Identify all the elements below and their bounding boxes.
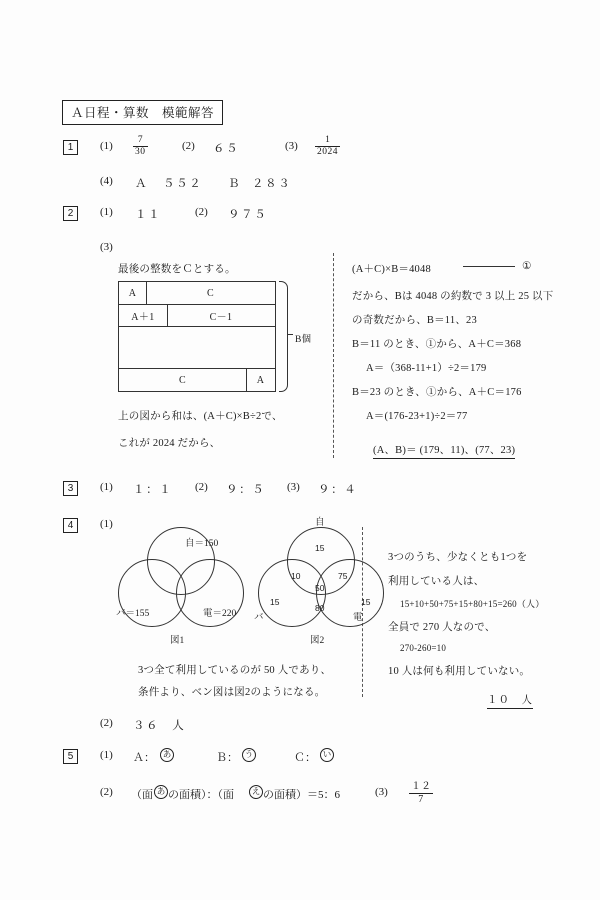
q1-part1-label: (1) [100, 140, 113, 152]
question-number-2: 2 [63, 206, 78, 221]
q2-note-below-2: これが 2024 だから、 [118, 438, 221, 449]
q1-part3-label: (3) [285, 140, 298, 152]
venn1-caption: 図1 [170, 636, 185, 646]
venn2-value-top-left: 10 [291, 571, 301, 581]
q4-part1-label: (1) [100, 518, 113, 530]
q2-work-line2: だから、Bは 4048 の約数で 3 以上 25 以下 [352, 291, 554, 302]
sum-table-diagram [118, 281, 276, 392]
table-cell-r1c1: A [128, 287, 137, 299]
table-cell-r1c2: C [206, 287, 215, 299]
question-number-1: 1 [63, 140, 78, 155]
venn2-label-left: バ [254, 613, 264, 623]
q1-part4-b-answer: ２８３ [252, 178, 292, 190]
q1-part1-fraction [133, 135, 148, 158]
table-brace-tick-icon [288, 334, 293, 335]
venn2-circle-right [316, 559, 384, 627]
question-number-3: 3 [63, 481, 78, 496]
q3-part2-answer: ９：５ [226, 484, 266, 496]
q5-part1-label: (1) [100, 749, 113, 761]
q1-part2-answer: ６５ [213, 143, 240, 155]
venn1-label-top: 自＝150 [185, 539, 219, 549]
venn2-value-right-only: 15 [361, 597, 371, 607]
venn2-label-right: 電 [353, 613, 363, 623]
section-divider [333, 253, 334, 458]
q2-work-line7: A＝(176-23+1)÷2＝77 [366, 411, 468, 422]
table-cell-r4c2: A [256, 374, 265, 386]
q2-final-answer: (A、B)＝ (179、11)、(77、23) [373, 442, 515, 459]
q4-final-answer: １０ 人 [487, 692, 533, 709]
q1-part3-denominator: 2024 [317, 146, 338, 157]
q2-part2-label: (2) [195, 206, 208, 218]
q3-part3-answer: ９：４ [318, 484, 358, 496]
q1-part3-numerator: 1 [325, 135, 330, 145]
q2-work-line5: A＝（368-11+1）÷2＝179 [366, 363, 487, 374]
q2-work-line1: (A＋C)×B＝4048 [352, 264, 431, 275]
q2-part3-label: (3) [100, 241, 113, 253]
q3-part1-label: (1) [100, 481, 113, 493]
q4-note-2: 条件より、ベン図は図2のようになる。 [138, 687, 326, 698]
q5-part2-text-c: の面積）＝5：6 [263, 789, 340, 801]
q5-part3-fraction [409, 781, 433, 805]
question-number-4: 4 [63, 518, 78, 533]
venn1-label-left: バ＝155 [116, 609, 150, 619]
q4-part2-answer: ３６ 人 [133, 720, 186, 732]
q1-part1-denominator: 30 [135, 146, 146, 157]
table-cell-r3c1 [119, 326, 275, 368]
q5-part1-c-answer: い [320, 748, 334, 762]
q1-part2-label: (2) [182, 140, 195, 152]
q5-part1-b-answer: う [242, 748, 256, 762]
q5-part3-numerator: １２ [411, 781, 431, 792]
q5-part2-label: (2) [100, 786, 113, 798]
work-leader-line [463, 266, 515, 267]
q4-part2-label: (2) [100, 717, 113, 729]
q2-part1-label: (1) [100, 206, 113, 218]
q5-part2-text-b: の面積）：（面 [168, 789, 234, 801]
table-cell-r2c2: C－1 [209, 311, 233, 323]
venn2-value-center: 50 [315, 583, 325, 593]
q2-work-line3: の奇数だから、B＝11、23 [352, 315, 477, 326]
q1-part4-a-answer: ５５２ [163, 178, 203, 190]
q4-work-line1: 3つのうち、少なくとも1つを [388, 552, 528, 563]
q1-part4-label: (4) [100, 175, 113, 187]
question-number-5: 5 [63, 749, 78, 764]
q5-part1-c-label: Ｃ： [294, 752, 316, 764]
venn2-value-top-right: 75 [338, 571, 348, 581]
q5-part1-b-label: Ｂ： [216, 752, 238, 764]
q5-part2-face-b: え [249, 785, 263, 799]
venn2-value-top-only: 15 [315, 543, 325, 553]
q5-part1-a-label: Ａ： [133, 752, 155, 764]
venn2-caption: 図2 [310, 636, 325, 646]
q1-part4-b-label: Ｂ [228, 178, 242, 190]
venn1-label-right: 電＝220 [203, 609, 237, 619]
q3-part2-label: (2) [195, 481, 208, 493]
venn-figure-1 [118, 527, 243, 627]
q4-work-line3: 15+10+50+75+15+80+15=260（人） [400, 599, 545, 609]
venn2-value-bottom: 80 [315, 603, 325, 613]
q2-work-line1-ref: ① [522, 261, 532, 272]
q5-part3-denominator: 7 [418, 793, 424, 805]
q1-part4-a-label: Ａ [135, 178, 149, 190]
table-brace-label: B個 [295, 335, 312, 345]
q3-part1-answer: １：１ [133, 484, 173, 496]
q2-part2-answer: ９７５ [228, 209, 268, 221]
venn2-label-top: 自 [315, 518, 325, 528]
q2-work-line6: B＝23 のとき、①から、A＋C＝176 [352, 387, 522, 398]
table-brace-icon [279, 281, 288, 392]
page-title: Ａ日程・算数 模範解答 [62, 100, 223, 125]
q2-part3-note-top: 最後の整数をＣとする。 [118, 264, 236, 275]
table-cell-r2c1: A＋1 [131, 311, 155, 323]
q2-part1-answer: １１ [135, 209, 162, 221]
q4-work-line2: 利用している人は、 [388, 576, 485, 587]
q4-work-line4: 全員で 270 人なので、 [388, 622, 496, 633]
q4-work-line5: 270-260=10 [400, 643, 447, 653]
q1-part1-numerator: 7 [137, 135, 143, 145]
q5-part1-a-answer: あ [160, 748, 174, 762]
table-cell-r4c1: C [178, 374, 187, 386]
q4-note-1: 3つ全て利用しているのが 50 人であり、 [138, 665, 332, 676]
venn-figure-2 [254, 518, 383, 627]
q4-work-line6: 10 人は何も利用していない。 [388, 666, 531, 677]
q5-part2-text-a: （面 [131, 789, 153, 801]
q5-part2-face-a: あ [154, 785, 168, 799]
q2-note-below-1: 上の図から和は、(A＋C)×B÷2で、 [118, 411, 283, 422]
q5-part3-label: (3) [375, 786, 388, 798]
venn2-value-left-only: 15 [270, 597, 280, 607]
q1-part3-fraction [315, 135, 340, 158]
q3-part3-label: (3) [287, 481, 300, 493]
q2-work-line4: B＝11 のとき、①から、A＋C＝368 [352, 339, 522, 350]
